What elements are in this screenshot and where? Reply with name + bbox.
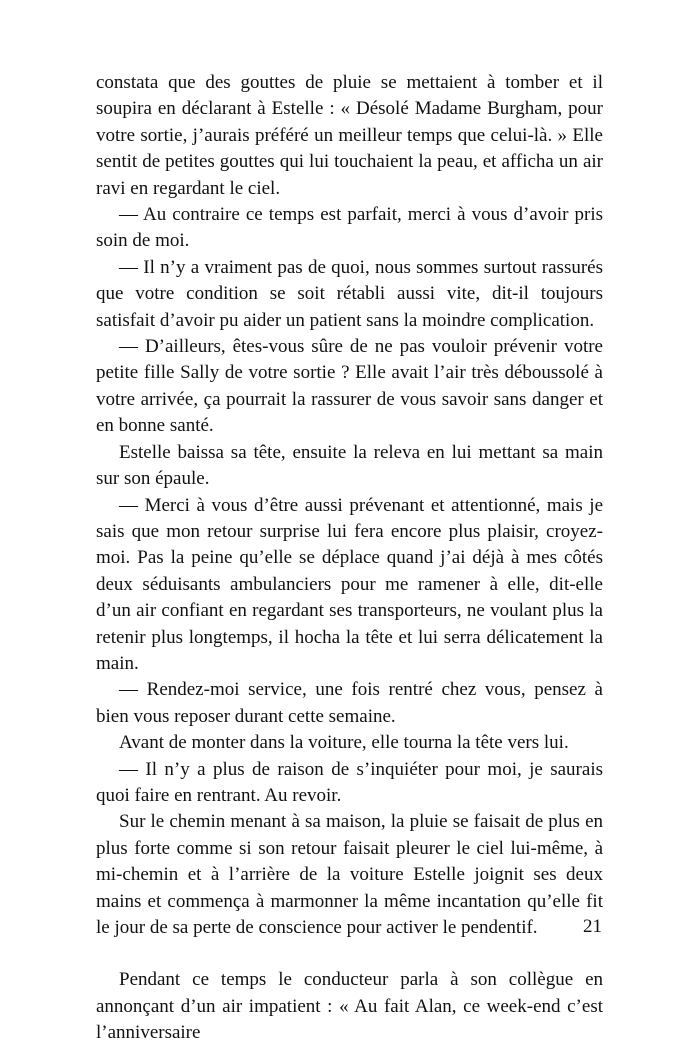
paragraph-dialogue-sally: — D’ailleurs, êtes-vous sûre de ne pas vouloir prévenir votre petite fille Sally de votre sortie ? Elle avait l’air très déboussolé à votre arrivée, ça pourrait la rassurer de vous savoir sans danger et en bonne santé. [96, 336, 603, 437]
paragraph-dialogue-goodbye: — Il n’y a plus de raison de s’inquiéter pour moi, je saurais quoi faire en rentrant. Au revoir. [96, 758, 603, 806]
paragraph-narration-car: Avant de monter dans la voiture, elle tourna la tête vers lui. [119, 732, 569, 754]
page-number: 21 [583, 916, 602, 937]
paragraph-dialogue-rest: — Rendez-moi service, une fois rentré chez vous, pensez à bien vous reposer durant cette semaine. [96, 679, 603, 727]
paragraph-narration-rain: Sur le chemin menant à sa maison, la pluie se faisait de plus en plus forte comme si son retour faisait pleurer le ciel lui-même, à mi-chemin et à l’arrière de la voiture Estelle joignit ses deux mains et commença à marmonner la même incantation qu’elle fit le jour de sa perte de conscience pour activer le pendentif. [96, 811, 603, 938]
body-text [96, 70, 603, 1047]
paragraph-narration-shoulder: Estelle baissa sa tête, ensuite la releva en lui mettant sa main sur son épaule. [96, 441, 603, 490]
paragraph-continuation: constata que des gouttes de pluie se mettaient à tomber et il soupira en déclarant à Estelle : « Désolé Madame Burgham, pour votre sortie, j’aurais préféré un meilleur temps que celui-là. » Elle sentit de petites gouttes qui lui touchaient la peau, et afficha un air ravi en regardant le ciel. [96, 72, 603, 199]
paragraph-dialogue-reassured: — Il n’y a vraiment pas de quoi, nous sommes surtout rassurés que votre condition se soit rétabli aussi vite, dit-il toujours satisfait d’avoir pu aider un patient sans la moindre complication. [96, 256, 603, 331]
paragraph-dialogue-estelle-thanks: — Au contraire ce temps est parfait, merci à vous d’avoir pris soin de moi. [96, 204, 603, 252]
paragraph-dialogue-surprise: — Merci à vous d’être aussi prévenant et attentionné, mais je sais que mon retour surprise lui fera encore plus plaisir, croyez-moi. Pas la peine qu’elle se déplace quand j’ai déjà à mes côtés deux séduisants ambulanciers pour me ramener à elle, dit-elle d’un air confiant en regardant ses transporteurs, ne voulant plus la retenir plus longtemps, il hocha la tête et lui serra délicatement la main. [96, 494, 603, 674]
paragraph-narration-driver: Pendant ce temps le conducteur parla à son collègue en annonçant d’un air impatient : « Au fait Alan, ce week-end c’est l’anniversaire [96, 969, 603, 1044]
